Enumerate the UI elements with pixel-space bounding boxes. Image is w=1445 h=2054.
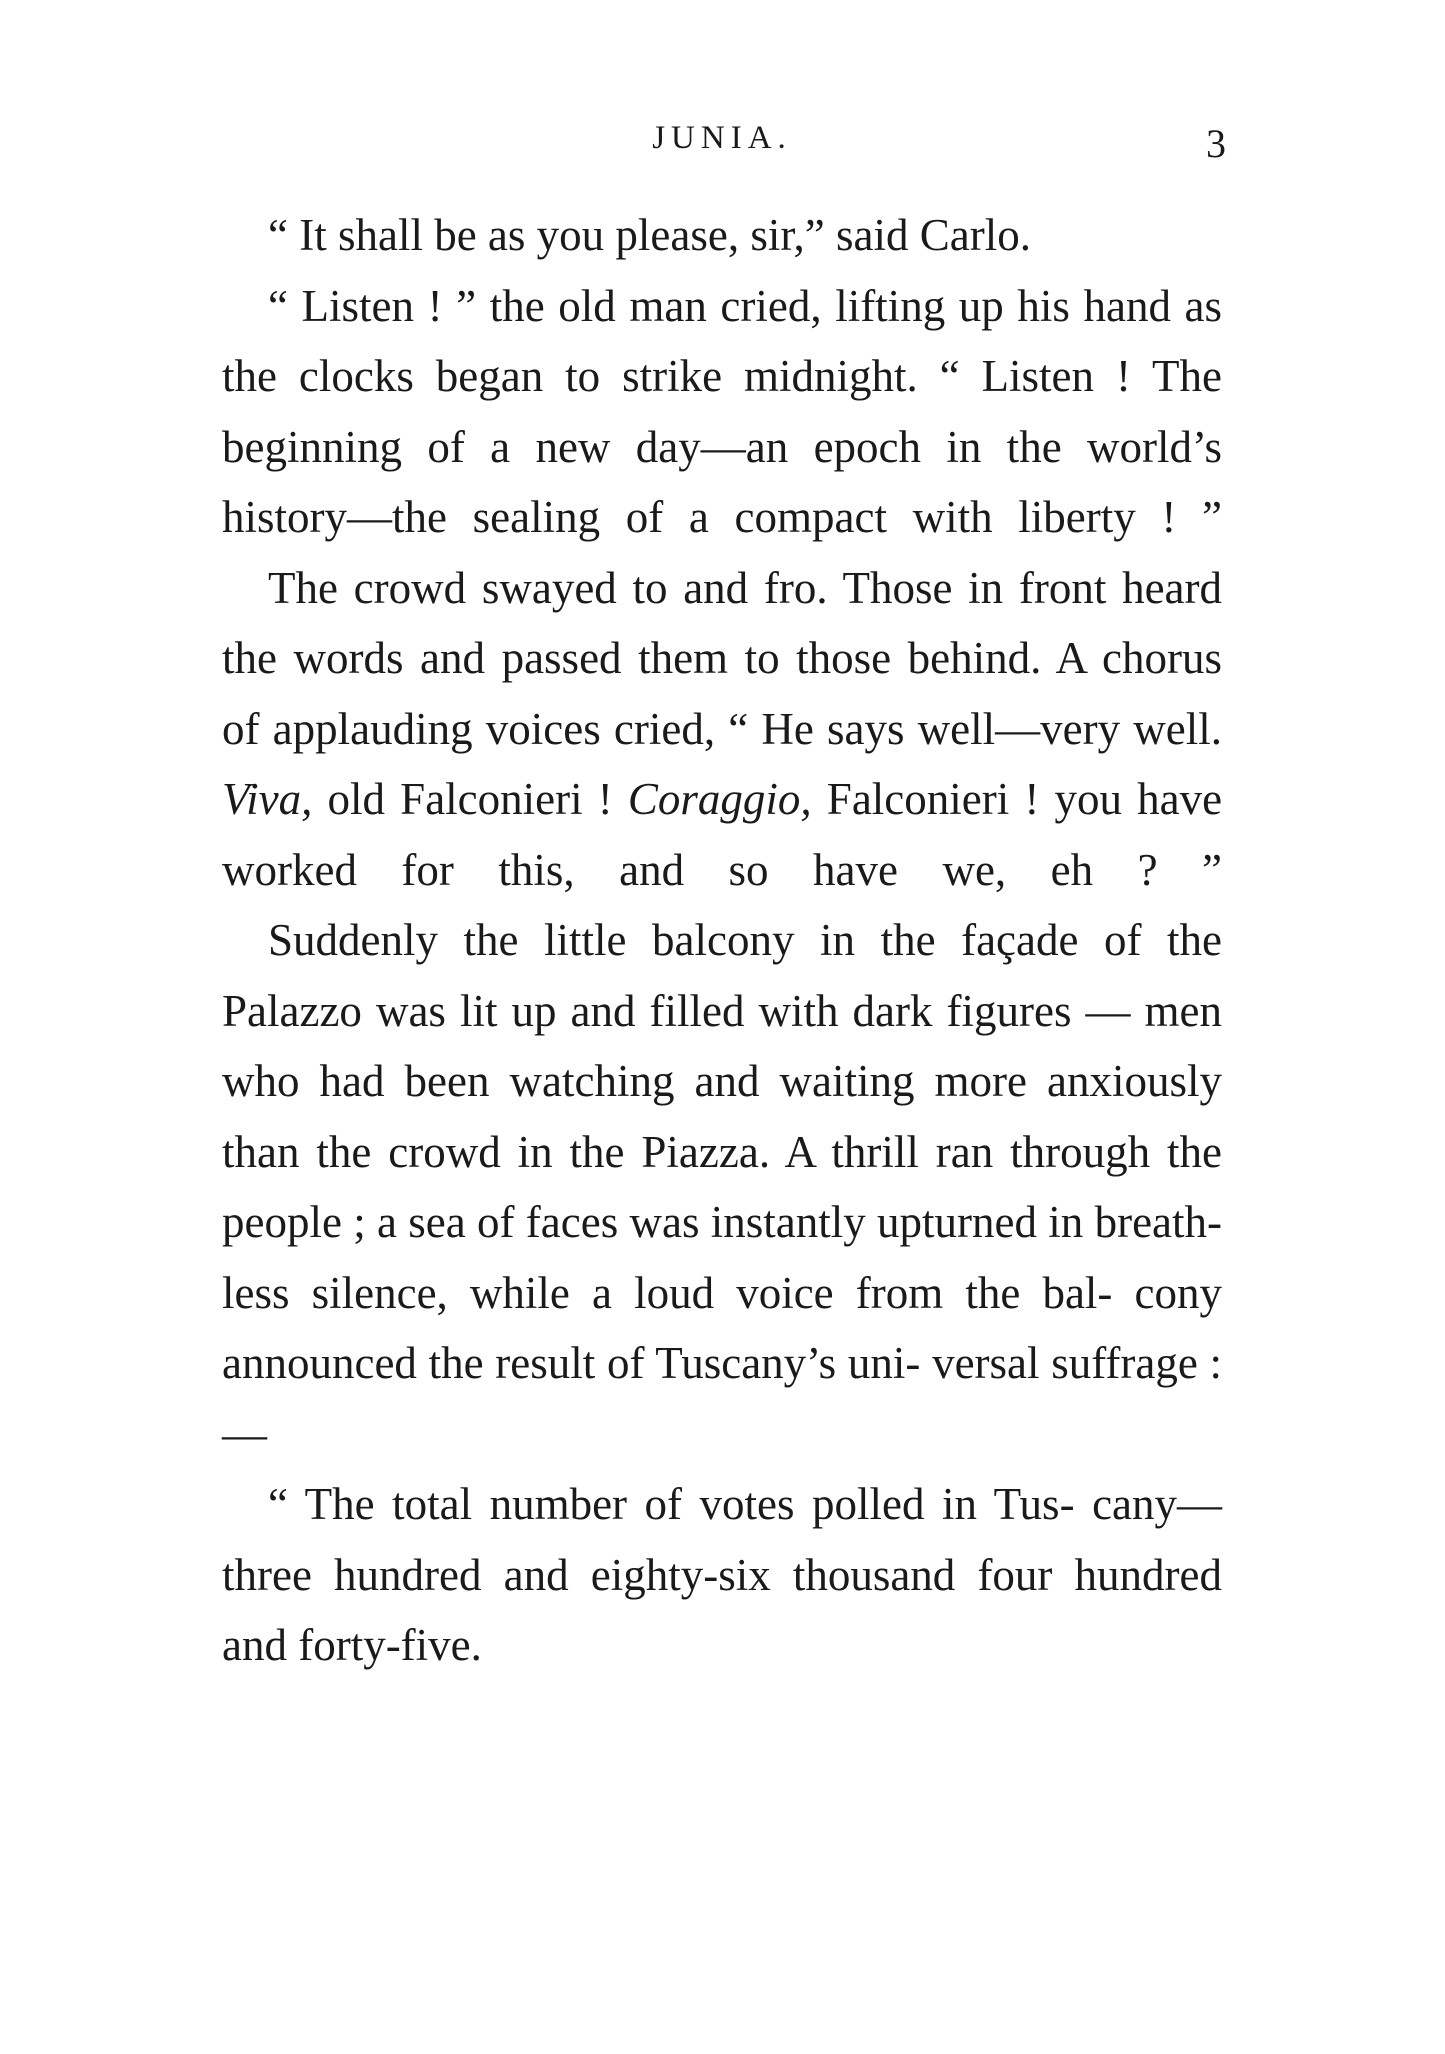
text-line: Falconieri !	[400, 774, 613, 824]
text-line: Piazza. A thrill ran through the people ; a	[222, 1126, 1223, 1247]
text-line: four hundred and forty-five.	[222, 1549, 1222, 1670]
italic-word-coraggio: Coraggio,	[627, 774, 812, 824]
text-line: “ Listen ! ” the old man cried, lifting up his	[268, 280, 1070, 331]
paragraph-2	[222, 271, 1222, 553]
text-line: Falconieri ! you have	[826, 774, 1223, 824]
text-line: figures — men who had been watching and	[222, 985, 1223, 1106]
text-line: epoch in the world’s history—the sealing of a	[222, 421, 1223, 542]
paragraph-4	[222, 905, 1222, 1469]
text-line: cried, “ He says well—very well.	[613, 703, 1223, 754]
text-line: hand as the clocks began to strike midnight.	[222, 280, 1223, 401]
paragraph-5	[222, 1469, 1222, 1681]
running-title: JUNIA.	[652, 120, 792, 156]
text-line: less silence, while a loud voice from the bal-	[222, 1267, 1113, 1318]
text-line: compact with liberty ! ”	[734, 492, 1222, 542]
page-number: 3	[1206, 121, 1226, 166]
paragraph-1	[222, 200, 1222, 271]
text-line: waiting more anxiously than the crowd in the	[222, 1056, 1222, 1177]
italic-word-viva: Viva,	[222, 774, 313, 824]
text-line: sea of faces was instantly upturned in breath-	[408, 1197, 1222, 1247]
text-line: cany—three hundred and eighty-six thousand	[222, 1479, 1223, 1600]
text-line: those behind. A chorus of applauding voices	[222, 633, 1222, 754]
text-line: front heard the words and passed them to	[222, 562, 1223, 683]
text-line: The crowd swayed to and fro. Those in	[268, 562, 1004, 613]
text-line: “ It shall be as you please, sir,” said Carlo.	[268, 210, 1031, 260]
text-line: worked for this, and so have we, eh ? ”	[222, 844, 1222, 895]
text-line: old	[327, 774, 386, 824]
paragraph-3	[222, 553, 1222, 906]
running-head	[222, 108, 1226, 168]
text-line: “ The total number of votes polled in Tus-	[268, 1479, 1075, 1529]
text-line: versal suffrage :—	[222, 1338, 1222, 1459]
body-text	[222, 200, 1222, 1681]
text-line: “ Listen ! The beginning of a new day—an	[222, 351, 1223, 472]
text-line: cony announced the result of Tuscany’s uni-	[222, 1267, 1223, 1388]
text-line: the Palazzo was lit up and filled with dark	[222, 915, 1222, 1036]
text-line: Suddenly the little balcony in the façade of	[268, 915, 1142, 965]
